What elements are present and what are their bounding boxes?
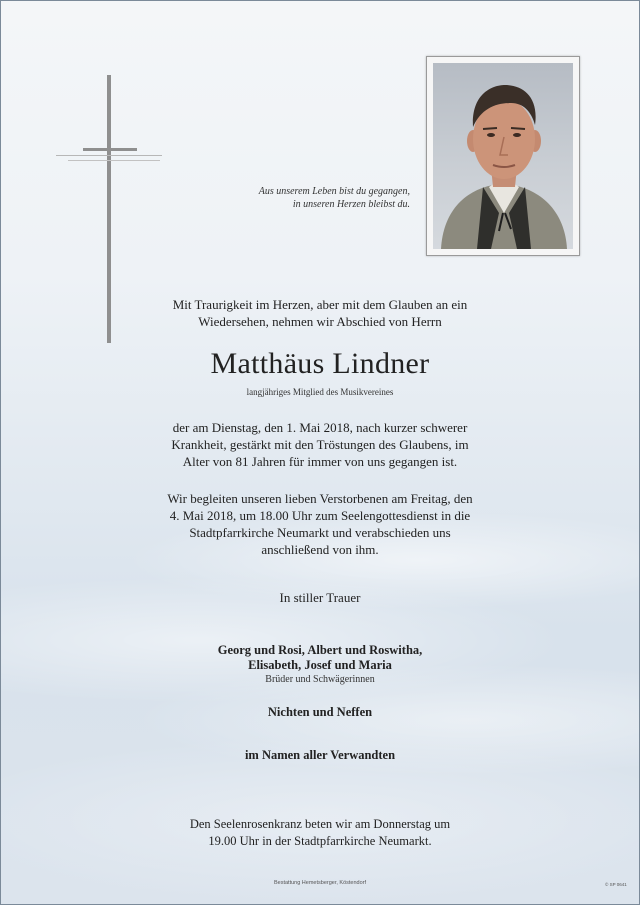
deceased-name: Matthäus Lindner — [210, 347, 430, 380]
memorial-quote — [200, 185, 410, 211]
rosary-line: 19.00 Uhr in der Stadtpfarrkirche Neumarkt. — [208, 834, 432, 848]
intro-text — [0, 296, 640, 330]
death-notice — [0, 419, 640, 470]
intro-line: Wiedersehen, nehmen wir Abschied von Herrn — [198, 314, 442, 329]
mourners-relation: Brüder und Schwägerinnen — [265, 674, 375, 685]
death-notice-line: Alter von 81 Jahren für immer von uns gegangen ist. — [182, 454, 458, 469]
death-notice-line: Krankheit, gestärkt mit den Tröstungen des Glaubens, im — [171, 437, 469, 452]
quote-line: in unseren Herzen bleibst du. — [292, 199, 410, 210]
quote-line: Aus unserem Leben bist du gegangen, — [258, 186, 410, 197]
portrait-frame — [426, 56, 580, 256]
mourners-line: Elisabeth, Josef und Maria — [248, 658, 392, 672]
death-notice-line: der am Dienstag, den 1. Mai 2018, nach kurzer schwerer — [172, 420, 468, 435]
document-code: © SP 0641 — [605, 882, 627, 887]
mourning-text: In stiller Trauer — [279, 590, 361, 605]
service-line: Stadtpfarrkirche Neumarkt und verabschieden uns — [189, 525, 451, 540]
funeral-home-credit: Bestattung Hemetsberger, Köstendorf — [273, 880, 367, 886]
service-line: Wir begleiten unseren lieben Verstorbenen am Freitag, den — [167, 491, 473, 506]
intro-line: Mit Traurigkeit im Herzen, aber mit dem Glauben an ein — [172, 297, 468, 312]
service-line: 4. Mai 2018, um 18.00 Uhr zum Seelengottesdienst in die — [169, 508, 471, 523]
mourners-group-2: Nichten und Neffen — [267, 705, 373, 719]
rosary-notice — [0, 816, 640, 850]
mourners-group-3: im Namen aller Verwandten — [244, 748, 396, 762]
portrait-photo — [433, 63, 573, 249]
service-notice — [0, 490, 640, 558]
mourners-line: Georg und Rosi, Albert und Roswitha, — [217, 643, 423, 657]
service-line: anschließend von ihm. — [261, 542, 379, 557]
rosary-line: Den Seelenrosenkranz beten wir am Donnerstag um — [189, 817, 451, 831]
mourners-group-1 — [0, 643, 640, 673]
deceased-subtitle: langjähriges Mitglied des Musikvereines — [246, 387, 394, 397]
